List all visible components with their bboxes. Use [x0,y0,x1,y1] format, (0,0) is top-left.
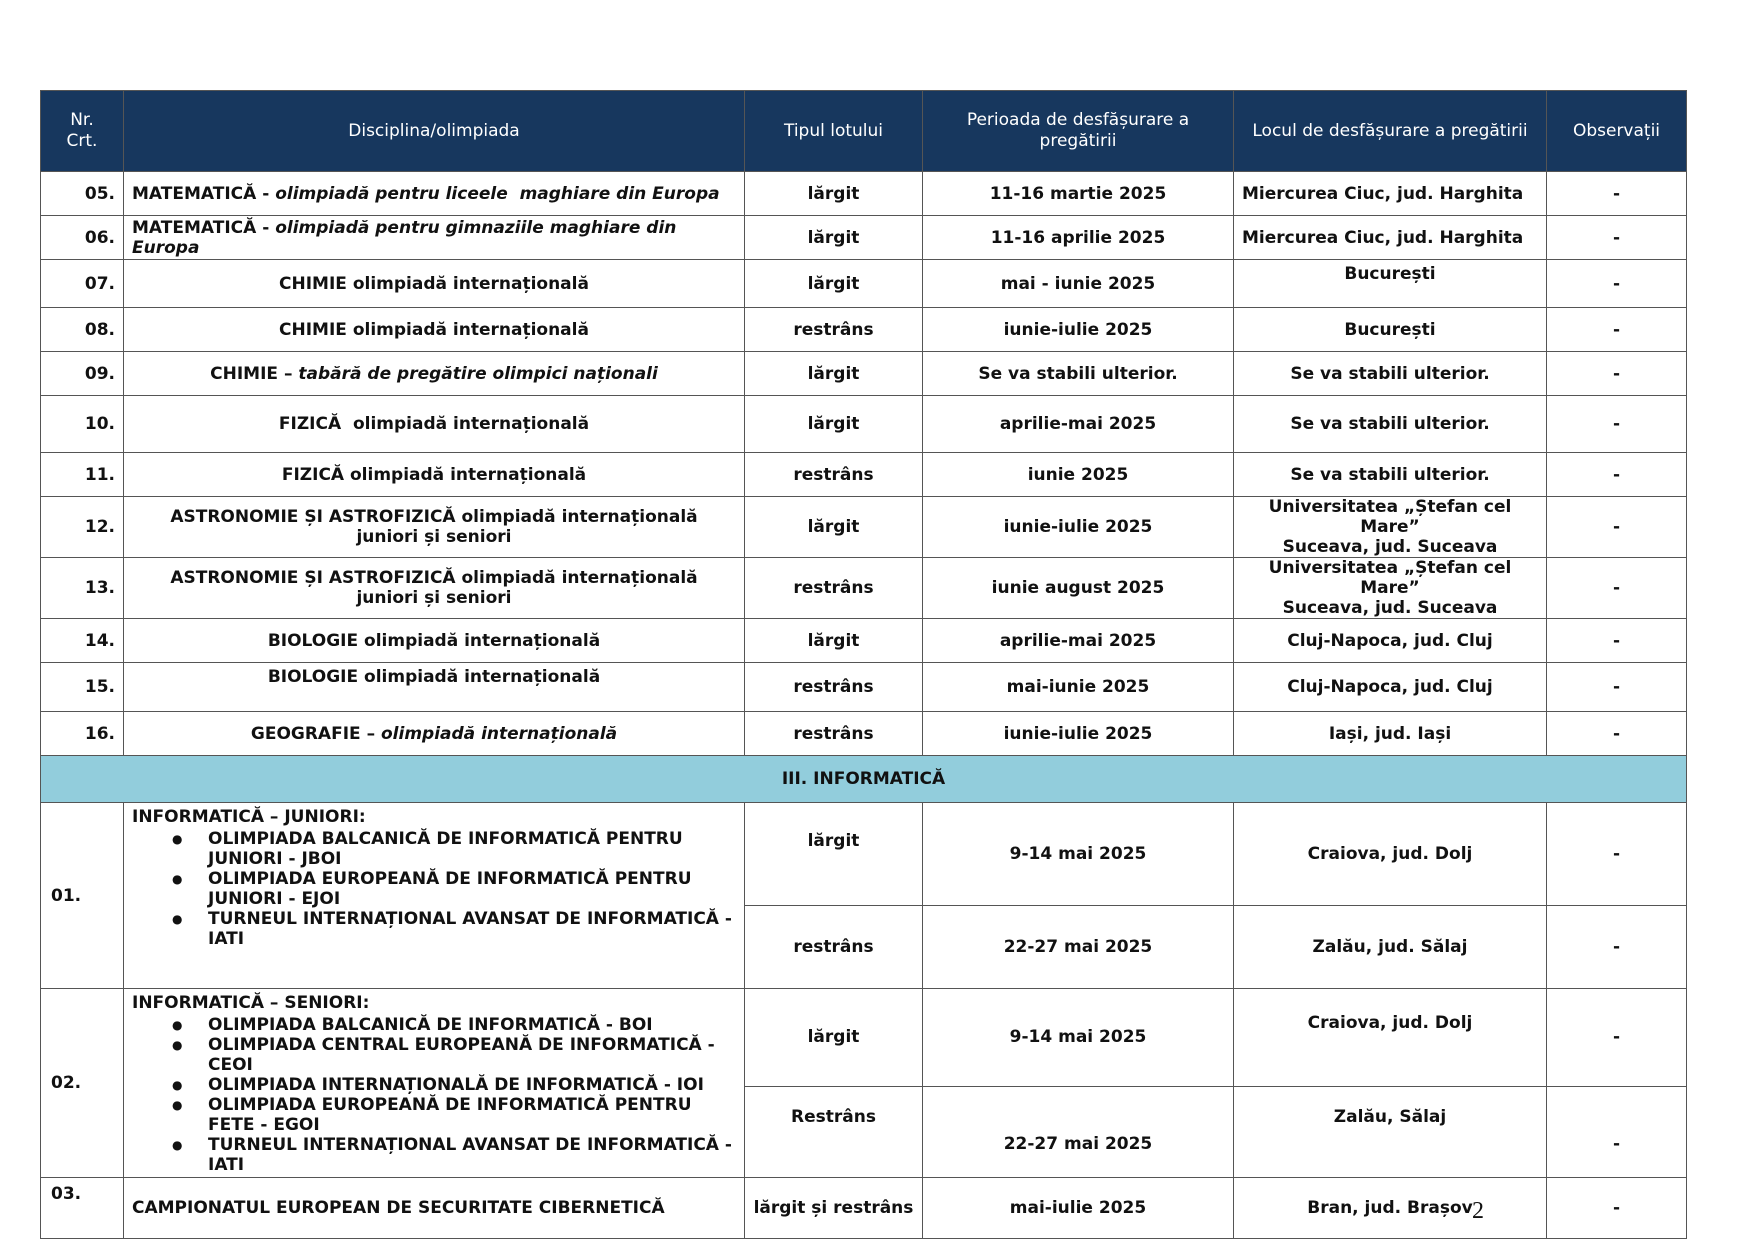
row-nr: 03. [41,1178,124,1239]
row-discipline: CAMPIONATUL EUROPEAN DE SECURITATE CIBERNETICĂ [124,1178,745,1239]
row-nr: 01. [41,803,124,989]
section-row [41,756,1687,803]
table-row [41,803,1687,906]
row-location: Craiova, jud. Dolj [1234,803,1547,906]
table-row [41,453,1687,497]
row-type: restrâns [745,906,923,989]
row-discipline: MATEMATICĂ - olimpiadă pentru liceele maghiare din Europa [124,172,745,216]
olympiad-list [132,829,736,949]
row-type: lărgit [745,989,923,1087]
table-row [41,558,1687,619]
row-notes: - [1547,352,1687,396]
row-notes: - [1547,803,1687,906]
header-notes: Observații [1547,91,1687,172]
row-location: Zalău, jud. Sălaj [1234,906,1547,989]
row-type: lărgit [745,803,923,906]
row-location: Craiova, jud. Dolj [1234,989,1547,1087]
table-header-row [41,91,1687,172]
row-nr: 14. [41,619,124,663]
row-location: Iași, jud. Iași [1234,712,1547,756]
row-type: restrâns [745,308,923,352]
row-discipline: GEOGRAFIE – olimpiadă internațională [124,712,745,756]
row-nr: 10. [41,396,124,453]
row-location: Bran, jud. Brașov [1234,1178,1547,1239]
table-row [41,619,1687,663]
row-type: lărgit [745,260,923,308]
list-item: ● OLIMPIADA INTERNAȚIONALĂ DE INFORMATICĂ - IOI [142,1075,736,1095]
row-notes: - [1547,712,1687,756]
list-item: ● TURNEUL INTERNAȚIONAL AVANSAT DE INFORMATICĂ - IATI [142,1135,736,1175]
list-item: ● OLIMPIADA EUROPEANĂ DE INFORMATICĂ PENTRU FETE - EGOI [142,1095,736,1135]
table-row [41,989,1687,1087]
row-type: lărgit [745,619,923,663]
row-discipline: BIOLOGIE olimpiadă internațională [124,663,745,712]
row-nr: 16. [41,712,124,756]
row-location: Universitatea „Ștefan cel Mare” Suceava, jud. Suceava [1234,497,1547,558]
row-period: mai-iulie 2025 [923,1178,1234,1239]
row-type: lărgit [745,396,923,453]
row-period: 9-14 mai 2025 [923,803,1234,906]
table-row [41,216,1687,260]
row-nr: 06. [41,216,124,260]
row-discipline: BIOLOGIE olimpiadă internațională [124,619,745,663]
row-notes: - [1547,453,1687,497]
row-type: restrâns [745,712,923,756]
row-type: restrâns [745,663,923,712]
row-type: lărgit [745,216,923,260]
row-period: iunie-iulie 2025 [923,308,1234,352]
table-row [41,352,1687,396]
row-period: 11-16 aprilie 2025 [923,216,1234,260]
row-discipline [124,989,745,1178]
row-notes: - [1547,216,1687,260]
row-period: iunie-iulie 2025 [923,497,1234,558]
row-period: mai-iunie 2025 [923,663,1234,712]
header-period: Perioada de desfășurare a pregătirii [923,91,1234,172]
row-type: lărgit și restrâns [745,1178,923,1239]
block-title: INFORMATICĂ – SENIORI: [132,993,370,1013]
header-discipline: Disciplina/olimpiada [124,91,745,172]
row-discipline: CHIMIE – tabără de pregătire olimpici naționali [124,352,745,396]
row-location: București [1234,260,1547,308]
list-item: ● OLIMPIADA EUROPEANĂ DE INFORMATICĂ PENTRU JUNIORI - EJOI [142,869,736,909]
row-nr: 13. [41,558,124,619]
row-period: aprilie-mai 2025 [923,619,1234,663]
row-nr: 11. [41,453,124,497]
header-nr: Nr. Crt. [41,91,124,172]
row-notes: - [1547,1178,1687,1239]
table-row [41,663,1687,712]
row-type: restrâns [745,558,923,619]
row-nr: 07. [41,260,124,308]
row-nr: 15. [41,663,124,712]
table-row [41,497,1687,558]
row-location: Miercurea Ciuc, jud. Harghita [1234,216,1547,260]
row-notes: - [1547,619,1687,663]
row-period: 22-27 mai 2025 [923,906,1234,989]
row-nr: 12. [41,497,124,558]
row-notes: - [1547,989,1687,1087]
row-period: iunie august 2025 [923,558,1234,619]
page-number: 2 [1472,1198,1484,1224]
row-location: Zalău, Sălaj [1234,1086,1547,1177]
row-nr: 02. [41,989,124,1178]
row-notes: - [1547,396,1687,453]
row-notes: - [1547,663,1687,712]
list-item: ● OLIMPIADA BALCANICĂ DE INFORMATICĂ - BOI [142,1015,736,1035]
row-discipline: MATEMATICĂ - olimpiadă pentru gimnaziile maghiare din Europa [124,216,745,260]
row-period: 11-16 martie 2025 [923,172,1234,216]
table-row [41,396,1687,453]
row-type: restrâns [745,453,923,497]
row-period: iunie-iulie 2025 [923,712,1234,756]
row-discipline: CHIMIE olimpiadă internațională [124,260,745,308]
row-location: București [1234,308,1547,352]
row-location: Cluj-Napoca, jud. Cluj [1234,619,1547,663]
row-discipline: FIZICĂ olimpiadă internațională [124,396,745,453]
table-row [41,308,1687,352]
row-nr: 08. [41,308,124,352]
row-type: lărgit [745,352,923,396]
row-notes: - [1547,497,1687,558]
row-notes: - [1547,558,1687,619]
row-type: lărgit [745,497,923,558]
row-period: aprilie-mai 2025 [923,396,1234,453]
row-discipline [124,803,745,989]
row-period: Se va stabili ulterior. [923,352,1234,396]
row-notes: - [1547,260,1687,308]
row-period: 9-14 mai 2025 [923,989,1234,1087]
list-item: ● OLIMPIADA BALCANICĂ DE INFORMATICĂ PENTRU JUNIORI - JBOI [142,829,736,869]
row-notes: - [1547,172,1687,216]
row-notes: - [1547,906,1687,989]
row-location: Universitatea „Ștefan cel Mare” Suceava, jud. Suceava [1234,558,1547,619]
schedule-table [40,90,1687,1239]
row-discipline: FIZICĂ olimpiadă internațională [124,453,745,497]
row-location: Se va stabili ulterior. [1234,352,1547,396]
list-item: ● OLIMPIADA CENTRAL EUROPEANĂ DE INFORMATICĂ - CEOI [142,1035,736,1075]
row-location: Miercurea Ciuc, jud. Harghita [1234,172,1547,216]
row-discipline: CHIMIE olimpiadă internațională [124,308,745,352]
table-row [41,1178,1687,1239]
table-row [41,172,1687,216]
block-title: INFORMATICĂ – JUNIORI: [132,807,366,827]
row-location: Se va stabili ulterior. [1234,396,1547,453]
row-period: mai - iunie 2025 [923,260,1234,308]
header-type: Tipul lotului [745,91,923,172]
row-nr: 09. [41,352,124,396]
row-notes: - [1547,308,1687,352]
row-notes: - [1547,1086,1687,1177]
row-location: Se va stabili ulterior. [1234,453,1547,497]
row-nr: 05. [41,172,124,216]
row-discipline: ASTRONOMIE ȘI ASTROFIZICĂ olimpiadă internațională juniori și seniori [124,558,745,619]
row-period: 22-27 mai 2025 [923,1086,1234,1177]
row-location: Cluj-Napoca, jud. Cluj [1234,663,1547,712]
row-period: iunie 2025 [923,453,1234,497]
section-title: III. INFORMATICĂ [41,756,1687,803]
list-item: ● TURNEUL INTERNAȚIONAL AVANSAT DE INFORMATICĂ - IATI [142,909,736,949]
row-discipline: ASTRONOMIE ȘI ASTROFIZICĂ olimpiadă internațională juniori și seniori [124,497,745,558]
table-row [41,712,1687,756]
row-type: Restrâns [745,1086,923,1177]
header-location: Locul de desfășurare a pregătirii [1234,91,1547,172]
table-row [41,260,1687,308]
olympiad-list [132,1015,736,1175]
row-type: lărgit [745,172,923,216]
